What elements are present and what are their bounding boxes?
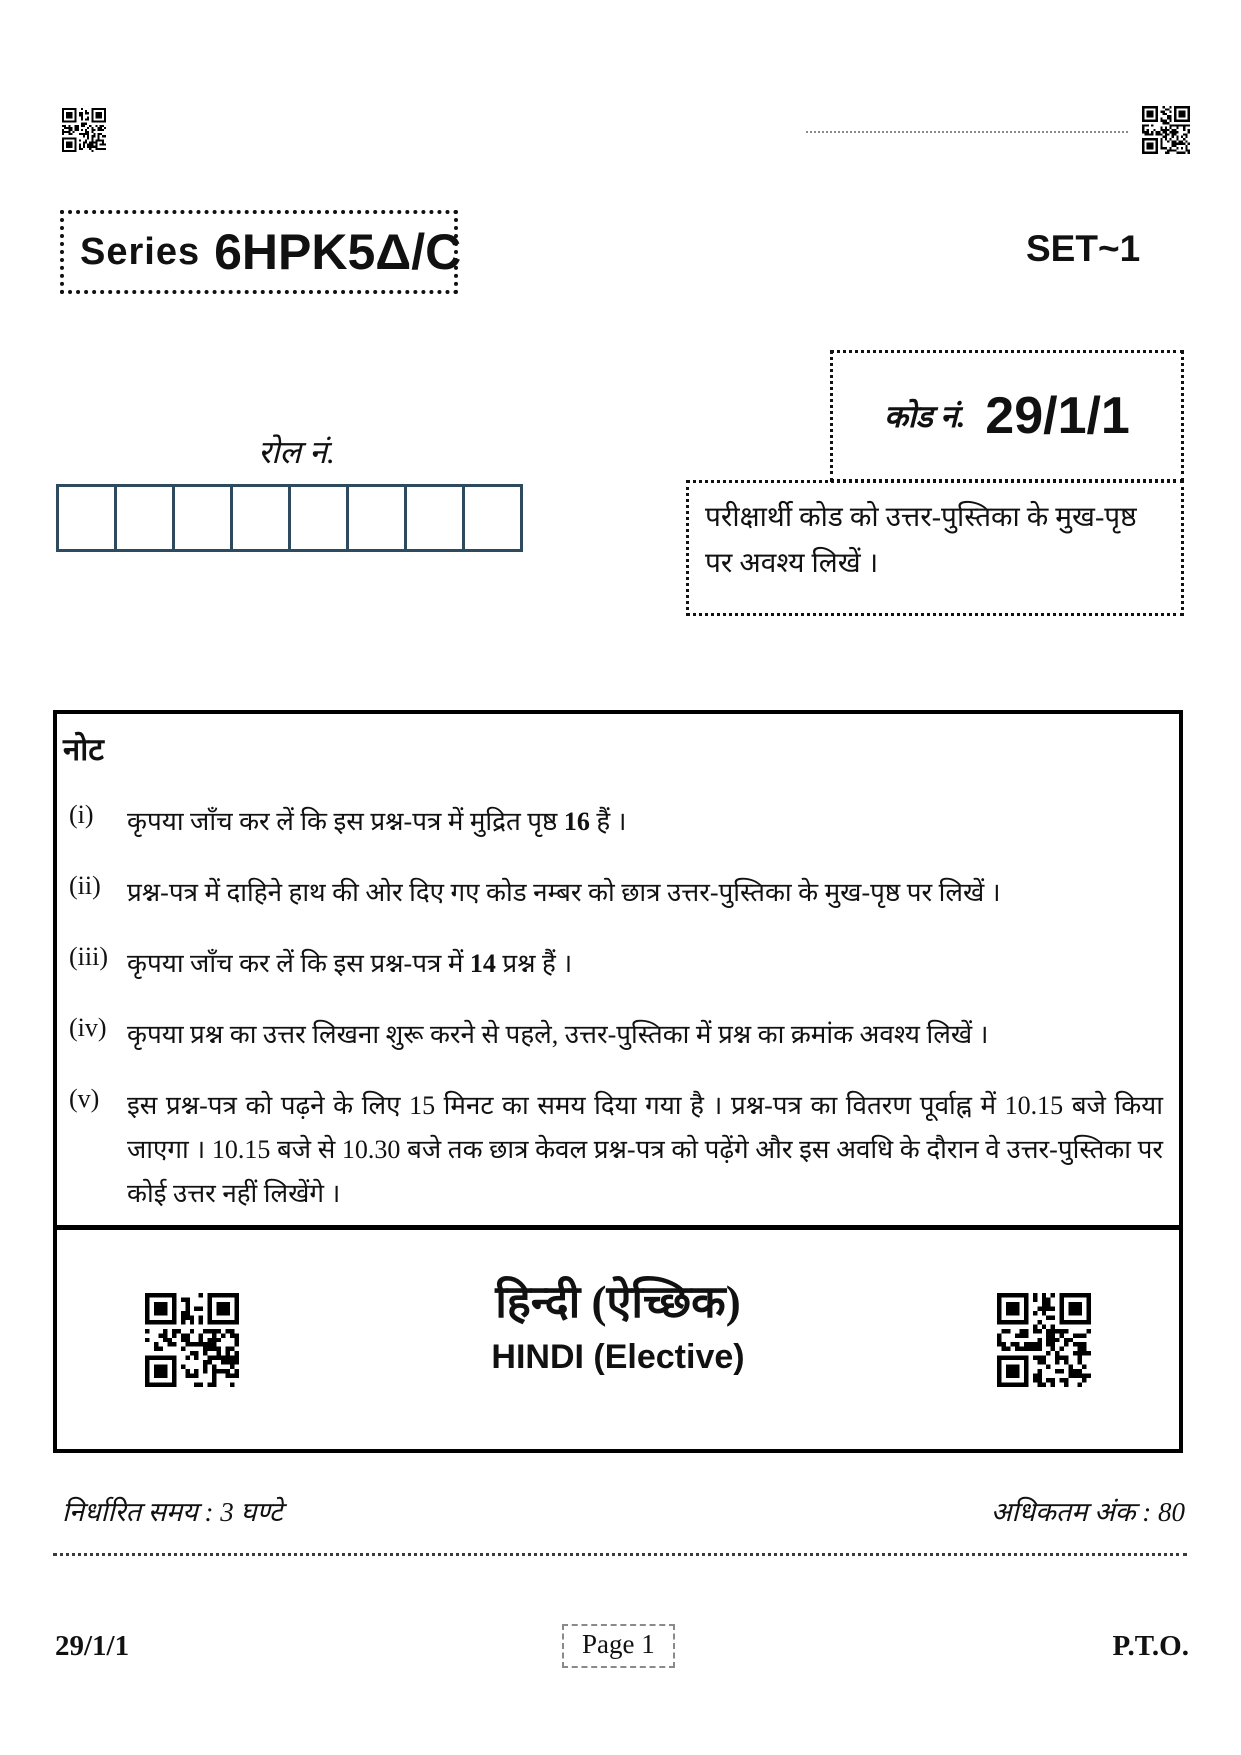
note-item: [69, 1084, 1163, 1216]
note-item: [69, 871, 1163, 915]
qr-code-icon-top-right: [1142, 106, 1190, 154]
note-item-label: (v): [69, 1084, 100, 1113]
footer-paper-code: 29/1/1: [55, 1630, 130, 1662]
qr-code-icon-top-left: [62, 108, 106, 152]
series-box: [60, 210, 462, 294]
roll-number-cell: [230, 484, 291, 552]
allotted-time-label: निर्धारित समय : 3 घण्टे: [62, 1497, 283, 1527]
note-item-text: प्रश्न-पत्र में दाहिने हाथ की ओर दिए गए कोड नम्बर को छात्र उत्तर-पुस्तिका के मुख-पृष्ठ पर लिखें ।: [127, 878, 1001, 907]
note-item-label: (i): [69, 800, 94, 829]
note-item: [69, 800, 1163, 844]
roll-number-cell: [56, 484, 117, 552]
roll-number-cell: [346, 484, 407, 552]
qr-code-icon-subject-left: [145, 1291, 239, 1389]
note-item-label: (iv): [69, 1013, 107, 1042]
note-item-text: कृपया जाँच कर लें कि इस प्रश्न-पत्र में मुद्रित पृष्ठ 16 हैं ।: [127, 807, 627, 836]
roll-number-boxes: [56, 484, 523, 552]
note-item: [69, 1013, 1163, 1057]
page-number-badge: Page 1: [562, 1624, 675, 1668]
roll-number-cell: [114, 484, 175, 552]
note-item-text: कृपया जाँच कर लें कि इस प्रश्न-पत्र में 14 प्रश्न हैं ।: [127, 949, 573, 978]
pto-label: P.T.O.: [1112, 1630, 1189, 1662]
dashed-line-top: [806, 131, 1128, 133]
qr-code-icon-subject-right: [997, 1291, 1091, 1389]
note-item-text: इस प्रश्न-पत्र को पढ़ने के लिए 15 मिनट का समय दिया गया है । प्रश्न-पत्र का वितरण पूर्वाह्न में 10.15 बजे किया जाएगा । 10.15 बजे से 10.30 बजे तक छात्र केवल प्रश्न-पत्र को पढ़ेंगे और इस अवधि के दौरान वे उत्तर-पुस्तिका पर कोई उत्तर नहीं लिखेंगे ।: [127, 1091, 1163, 1208]
note-item-label: (iii): [69, 942, 108, 971]
roll-number-cell: [288, 484, 349, 552]
subject-title-english: HINDI (Elective): [491, 1338, 745, 1377]
subject-title-hindi: हिन्दी (ऐच्छिक): [495, 1276, 741, 1327]
roll-number-label: रोल नं.: [258, 434, 335, 470]
series-label: Series: [80, 230, 201, 273]
note-items: [69, 800, 1163, 1243]
note-item-text: कृपया प्रश्न का उत्तर लिखना शुरू करने से पहले, उत्तर-पुस्तिका में प्रश्न का क्रमांक अवश्य लिखें ।: [127, 1020, 989, 1049]
subject-title-block: [239, 1274, 997, 1377]
series-code: 6HPK5Δ/C: [214, 224, 462, 280]
roll-number-cell: [404, 484, 465, 552]
subject-title-section: [57, 1230, 1179, 1449]
code-number-label: कोड नं.: [884, 399, 966, 434]
roll-number-cell: [462, 484, 523, 552]
dashed-line-bottom: [53, 1553, 1187, 1556]
roll-number-cell: [172, 484, 233, 552]
code-number-box: [830, 350, 1184, 482]
note-box: [53, 710, 1183, 1453]
note-item-label: (ii): [69, 871, 101, 900]
code-number-value: 29/1/1: [985, 387, 1130, 445]
note-item: [69, 942, 1163, 986]
maximum-marks-label: अधिकतम अंक : 80: [990, 1497, 1185, 1527]
candidate-code-instruction: परीक्षार्थी कोड को उत्तर-पुस्तिका के मुख-पृष्ठ पर अवश्य लिखें ।: [686, 480, 1184, 616]
note-heading: नोट: [63, 732, 104, 767]
set-label: SET~1: [1026, 228, 1141, 269]
